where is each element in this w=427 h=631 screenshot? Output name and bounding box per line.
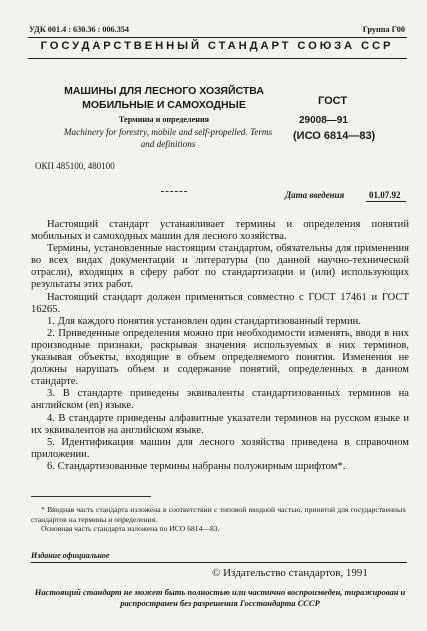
paragraph: Настоящий стандарт устанавливает термины и определения понятий мобильных и самоходных машин для лесного хозяйства. [31,219,409,243]
separator-dash [161,191,187,192]
paragraph: 2. Приведенные определения можно при необходимости изменять, вводя в них производные признаки, раскрывая значения используемых в них терминов, указывая объекты, входящие в объем определяемого понятия. Изменения не должны нарушать объем и содержание понятий, определенных в данном стандарте. [31,327,409,388]
paragraph: 3. В стандарте приведены эквиваленты стандартизованных терминов на английском (en) языке. [31,388,409,412]
footnote [31,505,406,534]
document-subtitle: Термины и определения [118,115,210,124]
footnote-rule [31,496,151,497]
footer-rule [31,562,407,563]
udk-code: УДК 001.4 : 630.36 : 006.354 [29,25,129,34]
rights-notice: Настоящий стандарт не может быть полностью или частично воспроизведен, тиражирован и распространен без разрешения Госстандарта СССР [34,587,406,608]
top-rule [28,37,407,38]
banner-rule [28,58,407,59]
okp-codes: ОКП 485100, 480100 [35,161,115,171]
paragraph: Настоящий стандарт должен применяться совместно с ГОСТ 17461 и ГОСТ 16265. [31,291,409,315]
iso-reference: (ИСО 6814—83) [293,130,376,142]
paragraph: 4. В стандарте приведены алфавитные указатели терминов на русском языке и их эквивалентов на английском языке. [31,412,409,436]
date-underline [366,201,406,202]
standard-banner: ГОСУДАРСТВЕННЫЙ СТАНДАРТ СОЮЗА ССР [40,40,394,52]
footnote-line: Основная часть стандарта изложена по ИСО 6814—83. [41,524,220,534]
paragraph: 1. Для каждого понятия установлен один стандартизованный термин. [47,315,361,327]
paragraph: Термины, установленные настоящим стандартом, обязательны для применения во всех видах документации и литературы (по данной научно-технической отрасли), входящих в сферу работ по стандартизации и (или) использующих результаты этих работ. [31,243,409,291]
official-edition: Издание официальное [31,551,110,560]
date-label: Дата введения [285,190,345,200]
gost-label: ГОСТ [318,95,348,107]
document-title: МАШИНЫ ДЛЯ ЛЕСНОГО ХОЗЯЙСТВА МОБИЛЬНЫЕ И САМОХОДНЫЕ [64,85,264,111]
date-value: 01.07.92 [369,190,401,200]
group-code: Группа Г00 [362,25,405,34]
body-text [31,219,409,473]
paragraph: 5. Идентификация машин для лесного хозяйства приведена в справочном приложении. [31,436,409,460]
footnote-line: * Вводная часть стандарта изложена в соответствии с типовой вводной частью, принятой для государственных стандартов на термины и определения. [31,505,406,524]
copyright: © Издательство стандартов, 1991 [212,567,368,579]
paragraph: 6. Стандартизованные термины набраны полужирным шрифтом*. [47,460,346,472]
english-title: Machinery for forestry, mobile and self-propelled. Terms and definitions [63,127,273,149]
gost-number: 29008—91 [299,115,348,126]
